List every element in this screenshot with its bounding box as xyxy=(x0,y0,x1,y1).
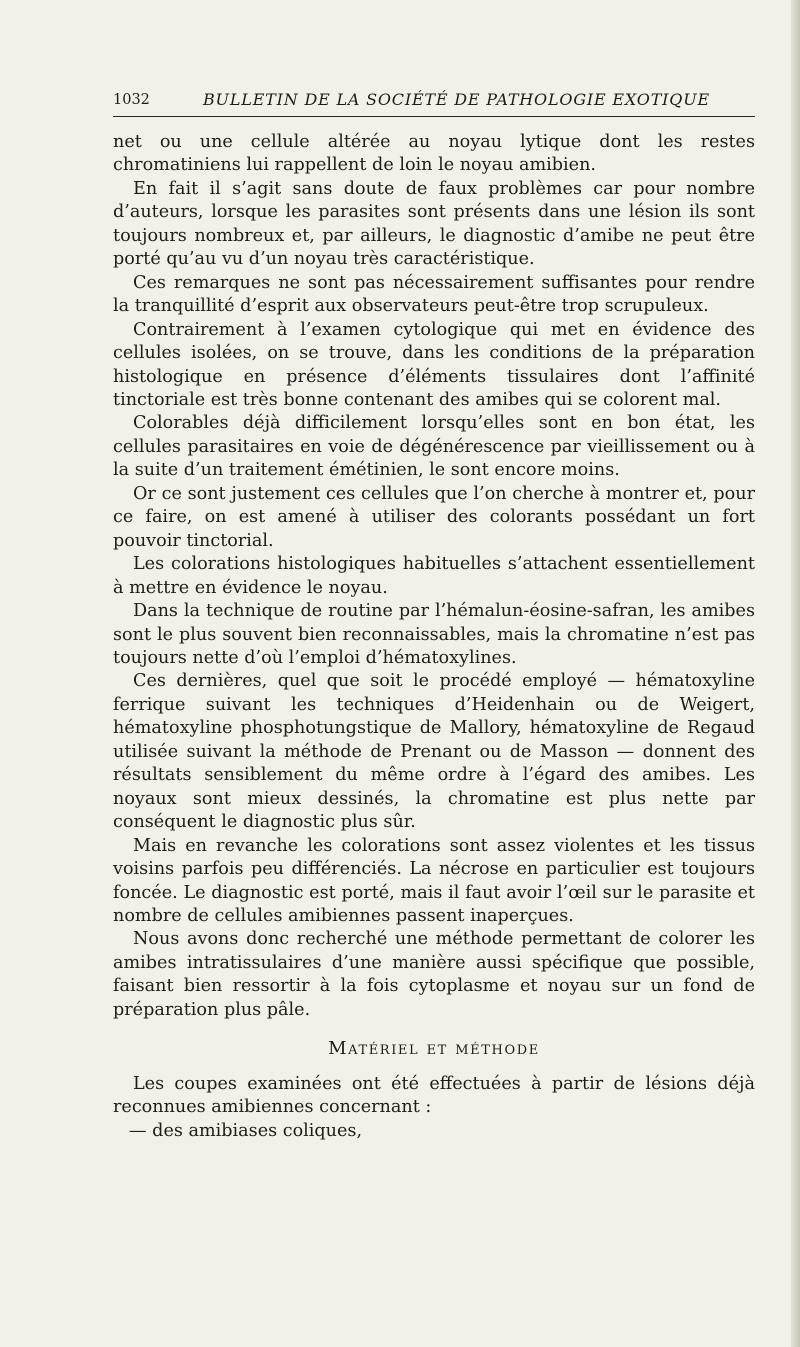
paragraph-1: net ou une cellule altérée au noyau lytique dont les restes chromatiniens lui rappellent de loin le noyau amibien. xyxy=(113,132,755,176)
list-item: — des amibiases coliques, xyxy=(129,1120,363,1141)
paragraph-6: Or ce sont justement ces cellules que l’on cherche à montrer et, pour ce faire, on est amené à utiliser des colorants possédant un fort pouvoir tinctorial. xyxy=(113,483,755,551)
paragraph-8: Dans la technique de routine par l’hémalun-éosine-safran, les amibes sont le plus souvent bien reconnaissables, mais la chromatine n’est pas toujours nette d’où l’emploi d’hématoxylines. xyxy=(113,601,755,668)
section-heading: Matériel et méthode xyxy=(328,1038,540,1060)
paragraph-7: Les colorations histologiques habituelles s’attachent essentiellement à mettre en évidence le noyau. xyxy=(113,554,755,598)
paragraph-9: Ces dernières, quel que soit le procédé employé — hématoxyline ferrique suivant les techniques d’Heidenhain ou de Weigert, hématoxyline phosphotungstique de Mallory, hématoxyline de Regaud utilisée suivant la méthode de Prenant ou de Masson — donnent des résultats sensiblement du même ordre à l’égard des amibes. Les noyaux sont mieux dessinés, la chromatine est plus nette par conséquent le diagnostic plus sûr. xyxy=(113,671,755,833)
paragraph-4: Contrairement à l’examen cytologique qui met en évidence des cellules isolées, on se trouve, dans les conditions de la préparation histologique en présence d’éléments tissulaires dont l’affinité tinctoriale est très bonne contenant des amibes qui se colorent mal. xyxy=(113,319,755,410)
page-number: 1032 xyxy=(113,92,150,108)
paragraph-5: Colorables déjà difficilement lorsqu’elles sont en bon état, les cellules parasitaires en voie de dégénérescence par vieillissement ou à la suite d’un traitement émétinien, le sont encore moins. xyxy=(113,413,755,481)
page-edge xyxy=(791,0,800,1347)
paragraph-10: Mais en revanche les colorations sont assez violentes et les tissus voisins parfois peu différenciés. La nécrose en particulier est toujours foncée. Le diagnostic est porté, mais il faut avoir l’œil sur le parasite et nombre de cellules amibiennes passent inaperçues. xyxy=(113,835,755,926)
section-paragraph: Les coupes examinées ont été effectuées à partir de lésions déjà reconnues amibiennes concernant : xyxy=(113,1073,755,1118)
paragraph-11: Nous avons donc recherché une méthode permettant de colorer les amibes intratissulaires d’une manière aussi spécifique que possible, faisant bien ressortir à la fois cytoplasme et noyau sur un fond de préparation plus pâle. xyxy=(113,929,755,1020)
paragraph-2: En fait il s’agit sans doute de faux problèmes car pour nombre d’auteurs, lorsque les parasites sont présents dans une lésion ils sont toujours nombreux et, par ailleurs, le diagnostic d’amibe ne peut être porté qu’au vu d’un noyau très caractéristique. xyxy=(113,178,755,270)
body-text xyxy=(113,131,755,1143)
running-header xyxy=(113,90,755,117)
running-title: BULLETIN DE LA SOCIÉTÉ DE PATHOLOGIE EXOTIQUE xyxy=(203,90,710,109)
paragraph-3: Ces remarques ne sont pas nécessairement suffisantes pour rendre la tranquillité d’esprit aux observateurs peut-être trop scrupuleux. xyxy=(113,272,755,317)
